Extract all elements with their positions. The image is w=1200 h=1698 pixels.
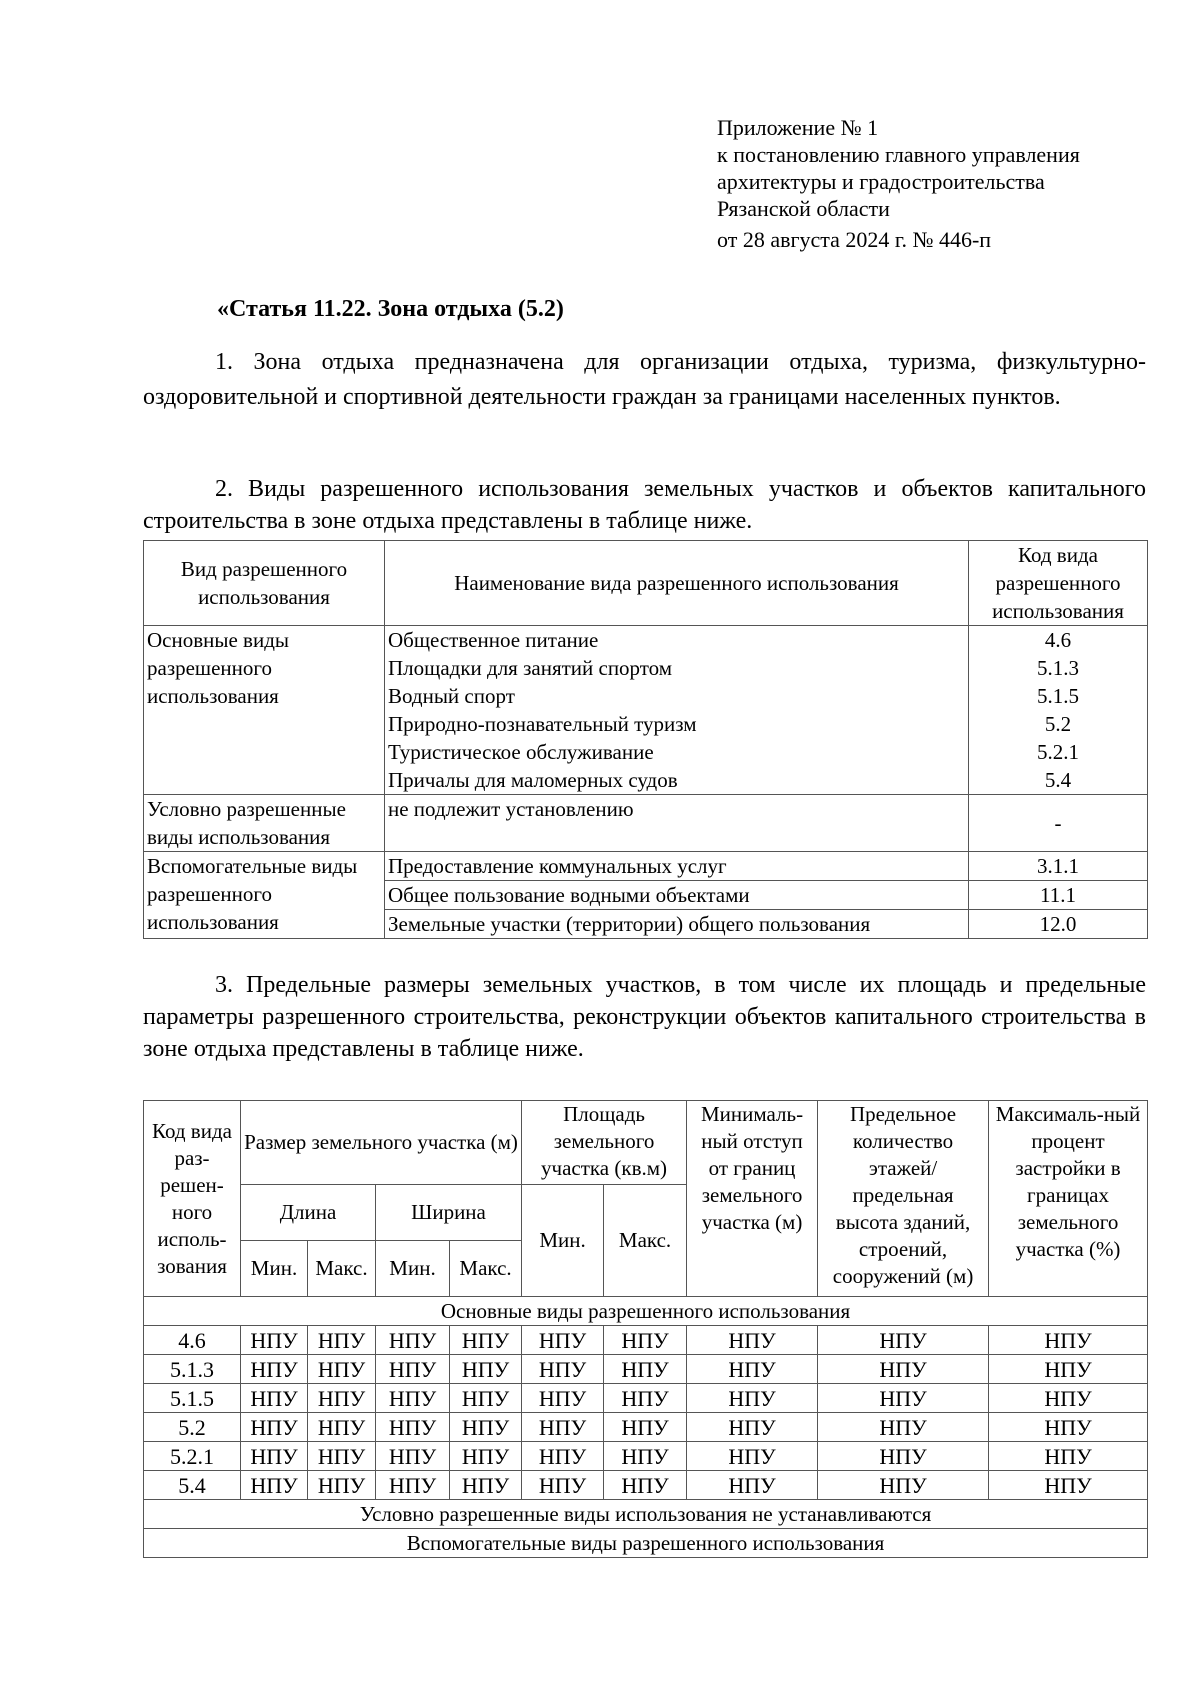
row-value: НПУ xyxy=(818,1384,989,1413)
row-value: НПУ xyxy=(818,1442,989,1471)
group-main xyxy=(144,626,1148,795)
row-value: НПУ xyxy=(376,1326,450,1355)
appendix-line: архитектуры и градостроительства xyxy=(717,169,1045,194)
table-row xyxy=(144,1442,1148,1471)
list-item: Предоставление коммунальных услуг xyxy=(385,852,969,881)
row-value: НПУ xyxy=(989,1326,1148,1355)
row-value: НПУ xyxy=(241,1326,308,1355)
table-row xyxy=(144,852,1148,881)
row-value: НПУ xyxy=(522,1384,604,1413)
row-value: НПУ xyxy=(241,1355,308,1384)
row-value: НПУ xyxy=(522,1355,604,1384)
section-row xyxy=(144,1500,1148,1529)
row-value: НПУ xyxy=(376,1413,450,1442)
appendix-line: Приложение № 1 xyxy=(717,115,879,140)
header-length: Длина xyxy=(241,1185,376,1241)
row-value: НПУ xyxy=(989,1413,1148,1442)
row-value: НПУ xyxy=(989,1442,1148,1471)
row-value: НПУ xyxy=(376,1442,450,1471)
row-value: НПУ xyxy=(604,1471,687,1500)
land-use-types-table xyxy=(143,540,1148,939)
section-row xyxy=(144,1529,1148,1558)
row-value: НПУ xyxy=(376,1355,450,1384)
row-value: НПУ xyxy=(604,1442,687,1471)
row-value: НПУ xyxy=(687,1326,818,1355)
header-length-min: Мин. xyxy=(241,1241,308,1297)
list-item: Природно-познавательный туризм xyxy=(388,712,697,736)
row-value: НПУ xyxy=(604,1413,687,1442)
list-item: Земельные участки (территории) общего пользования xyxy=(385,910,969,939)
row-code: 4.6 xyxy=(144,1326,241,1355)
group-label: Условно разрешенные виды использования xyxy=(144,795,385,852)
row-value: НПУ xyxy=(818,1471,989,1500)
section-row xyxy=(144,1297,1148,1326)
row-value: НПУ xyxy=(989,1384,1148,1413)
row-value: НПУ xyxy=(450,1355,522,1384)
table-row xyxy=(144,1326,1148,1355)
row-value: НПУ xyxy=(604,1355,687,1384)
row-value: НПУ xyxy=(308,1471,376,1500)
row-value: НПУ xyxy=(522,1326,604,1355)
row-value: НПУ xyxy=(522,1413,604,1442)
row-value: НПУ xyxy=(376,1384,450,1413)
row-value: НПУ xyxy=(308,1413,376,1442)
row-value: НПУ xyxy=(450,1384,522,1413)
section-main-label: Основные виды разрешенного использования xyxy=(144,1297,1148,1326)
row-value: НПУ xyxy=(687,1355,818,1384)
row-value: НПУ xyxy=(604,1384,687,1413)
group-label: Основные виды разрешенного использования xyxy=(144,626,385,795)
row-code: 5.2 xyxy=(144,1413,241,1442)
header-area-min: Мин. xyxy=(522,1185,604,1297)
list-code: 5.2.1 xyxy=(1037,740,1079,764)
header-floors: Предельное количество этажей/ предельная высота зданий, строений, сооружений (м) xyxy=(818,1101,989,1297)
header-code: Код вида раз-решен-ного исполь-зования xyxy=(144,1101,241,1297)
row-value: НПУ xyxy=(687,1471,818,1500)
row-value: НПУ xyxy=(818,1413,989,1442)
row-value: НПУ xyxy=(687,1384,818,1413)
row-value: НПУ xyxy=(450,1413,522,1442)
parameters-table xyxy=(143,1100,1148,1558)
header-name: Наименование вида разрешенного использования xyxy=(385,541,969,626)
table-header-row xyxy=(144,1101,1148,1185)
row-value: НПУ xyxy=(308,1384,376,1413)
row-value: НПУ xyxy=(818,1355,989,1384)
header-setback: Минималь-ный отступ от границ земельного участка (м) xyxy=(687,1101,818,1297)
table-row xyxy=(144,1471,1148,1500)
row-value: НПУ xyxy=(989,1471,1148,1500)
row-value: НПУ xyxy=(308,1442,376,1471)
section-conditional-label: Условно разрешенные виды использования не устанавливаются xyxy=(144,1500,1148,1529)
list-code: 11.1 xyxy=(969,881,1148,910)
group-codes xyxy=(969,626,1148,795)
appendix-line: к постановлению главного управления xyxy=(717,142,1080,167)
header-coverage: Максималь-ный процент застройки в границах земельного участка (%) xyxy=(989,1101,1148,1297)
row-value: НПУ xyxy=(687,1442,818,1471)
row-code: 5.4 xyxy=(144,1471,241,1500)
list-item: Площадки для занятий спортом xyxy=(388,656,673,680)
row-code: 5.1.5 xyxy=(144,1384,241,1413)
row-value: НПУ xyxy=(308,1326,376,1355)
article-title: «Статья 11.22. Зона отдыха (5.2) xyxy=(217,296,564,322)
appendix-line: Рязанской области xyxy=(717,196,890,221)
data-rows xyxy=(144,1326,1148,1500)
list-code: 12.0 xyxy=(969,910,1148,939)
list-item: Причалы для маломерных судов xyxy=(388,768,678,792)
list-item: Водный спорт xyxy=(388,684,515,708)
header-width: Ширина xyxy=(376,1185,522,1241)
group-conditional xyxy=(144,795,1148,852)
list-code: - xyxy=(969,795,1148,852)
header-width-max: Макс. xyxy=(450,1241,522,1297)
list-item: Общее пользование водными объектами xyxy=(385,881,969,910)
appendix-block xyxy=(717,114,1080,253)
row-value: НПУ xyxy=(604,1326,687,1355)
list-code: 3.1.1 xyxy=(969,852,1148,881)
row-value: НПУ xyxy=(687,1413,818,1442)
row-value: НПУ xyxy=(450,1442,522,1471)
appendix-line: от 28 августа 2024 г. № 446-п xyxy=(717,227,992,252)
table-header-row xyxy=(144,541,1148,626)
row-value: НПУ xyxy=(450,1326,522,1355)
header-area: Площадь земельного участка (кв.м) xyxy=(522,1101,687,1185)
header-length-max: Макс. xyxy=(308,1241,376,1297)
section-auxiliary-label: Вспомогательные виды разрешенного использования xyxy=(144,1529,1148,1558)
row-code: 5.1.3 xyxy=(144,1355,241,1384)
row-value: НПУ xyxy=(450,1471,522,1500)
row-value: НПУ xyxy=(241,1413,308,1442)
header-kind: Вид разрешенного использования xyxy=(144,541,385,626)
list-code: 4.6 xyxy=(1044,628,1072,652)
header-code: Код вида разрешенного использования xyxy=(969,541,1148,626)
list-item: Общественное питание xyxy=(388,628,599,652)
list-item: Туристическое обслуживание xyxy=(388,740,654,764)
list-code: 5.1.5 xyxy=(1037,684,1079,708)
row-value: НПУ xyxy=(241,1384,308,1413)
paragraph-3: 3. Предельные размеры земельных участков, в том числе их площадь и предельные параметры разрешенного строительства, реконструкции объектов капитального строительства в зоне отдыха представлены в таблице ниже. xyxy=(143,972,1146,1062)
list-item: не подлежит установлению xyxy=(385,795,969,852)
paragraph-1: 1. Зона отдыха предназначена для организации отдыха, туризма, физкультурно-оздоровительной и спортивной деятельности граждан за границами населенных пунктов. xyxy=(143,349,1146,410)
table-row xyxy=(144,1355,1148,1384)
row-value: НПУ xyxy=(241,1442,308,1471)
row-value: НПУ xyxy=(818,1326,989,1355)
table-row xyxy=(144,1384,1148,1413)
list-code: 5.1.3 xyxy=(1037,656,1079,680)
header-size: Размер земельного участка (м) xyxy=(241,1101,522,1185)
list-code: 5.4 xyxy=(1044,768,1072,792)
group-items xyxy=(385,626,969,795)
header-area-max: Макс. xyxy=(604,1185,687,1297)
row-value: НПУ xyxy=(522,1442,604,1471)
list-code: 5.2 xyxy=(1044,712,1072,736)
paragraph-2: 2. Виды разрешенного использования земельных участков и объектов капитального строительства в зоне отдыха представлены в таблице ниже. xyxy=(143,476,1146,534)
row-value: НПУ xyxy=(522,1471,604,1500)
header-width-min: Мин. xyxy=(376,1241,450,1297)
table-row xyxy=(144,1413,1148,1442)
row-value: НПУ xyxy=(308,1355,376,1384)
row-value: НПУ xyxy=(376,1471,450,1500)
group-label: Вспомогательные виды разрешенного использования xyxy=(144,852,385,939)
row-value: НПУ xyxy=(989,1355,1148,1384)
row-value: НПУ xyxy=(241,1471,308,1500)
row-code: 5.2.1 xyxy=(144,1442,241,1471)
